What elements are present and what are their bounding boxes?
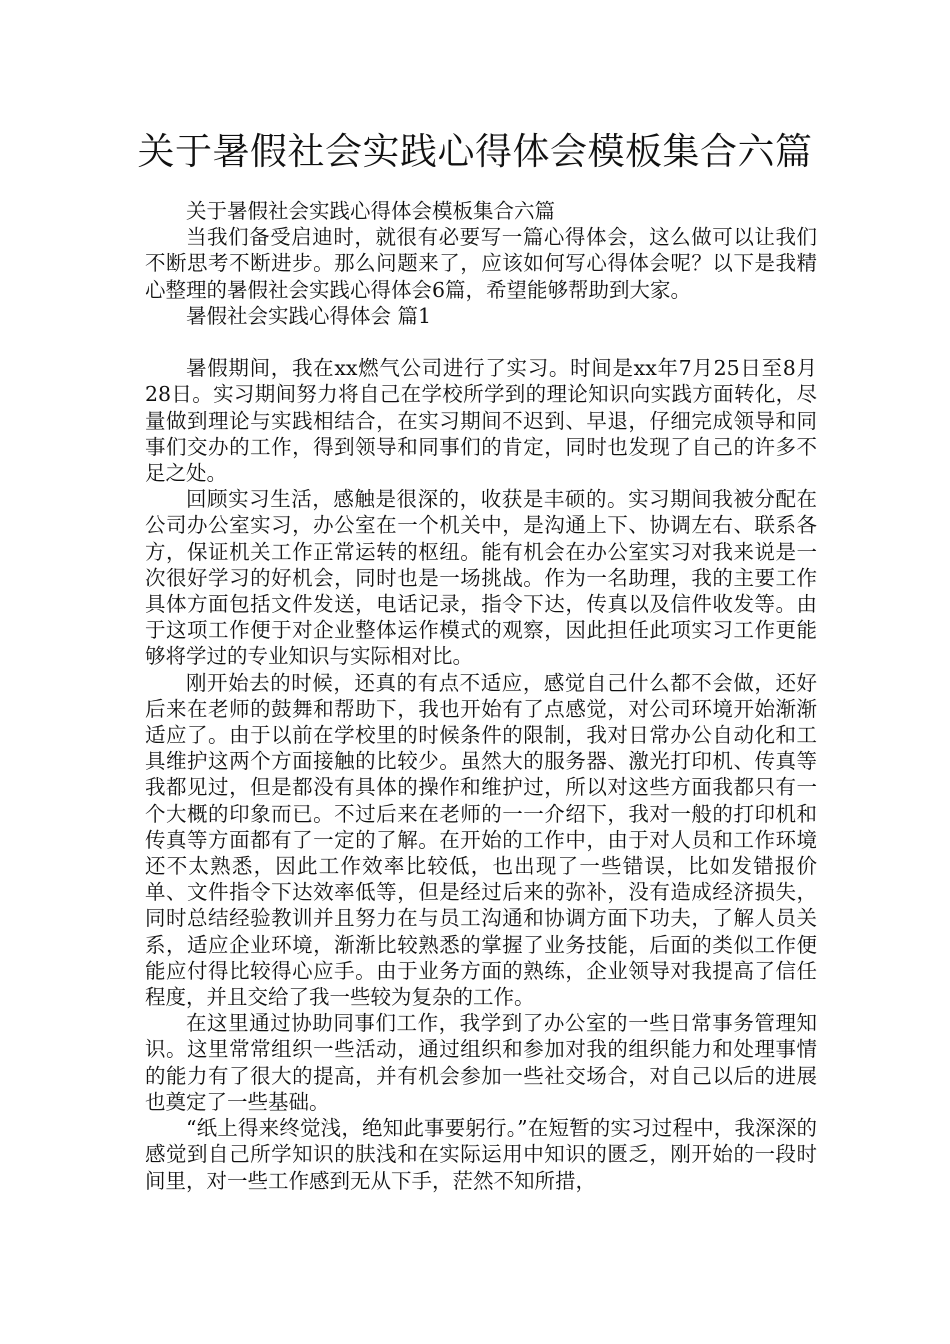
blank-line [145,329,817,355]
body-paragraph: 在这里通过协助同事们工作，我学到了办公室的一些日常事务管理知识。这里常常组织一些活动，通过组织和参加对我的组织能力和处理事情的能力有了很大的提高，并有机会参加一些社交场合，对自己以后的进展也奠定了一些基础。 [145,1011,817,1114]
body-paragraph: 暑假期间，我在xx燃气公司进行了实习。时间是xx年7月25日至8月28日。实习期间努力将自己在学校所学到的理论知识向实践方面转化，尽量做到理论与实践相结合，在实习期间不迟到、早退，仔细完成领导和同事们交办的工作，得到领导和同事们的肯定，同时也发现了自己的许多不足之处。 [145,356,817,486]
document-body [145,198,817,1194]
body-paragraph: 刚开始去的时候，还真的有点不适应，感觉自己什么都不会做，还好后来在老师的鼓舞和帮助下，我也开始有了点感觉，对公司环境开始渐渐适应了。由于以前在学校里的时候条件的限制，我对日常办公自动化和工具维护这两个方面接触的比较少。虽然大的服务器、激光打印机、传真等我都见过，但是都没有具体的操作和维护过，所以对这些方面我都只有一个大概的印象而已。不过后来在老师的一一介绍下，我对一般的打印机和传真等方面都有了一定的了解。在开始的工作中，由于对人员和工作环境还不太熟悉，因此工作效率比较低，也出现了一些错误，比如发错报价单、文件指令下达效率低等，但是经过后来的弥补，没有造成经济损失，同时总结经验教训并且努力在与员工沟通和协调方面下功夫，了解人员关系，适应企业环境，渐渐比较熟悉的掌握了业务技能，后面的类似工作便能应付得比较得心应手。由于业务方面的熟练，企业领导对我提高了信任程度，并且交给了我一些较为复杂的工作。 [145,670,817,1010]
intro-paragraph: 当我们备受启迪时，就很有必要写一篇心得体会，这么做可以让我们不断思考不断进步。那么问题来了，应该如何写心得体会呢？以下是我精心整理的暑假社会实践心得体会6篇，希望能够帮助到大家。 [145,225,817,302]
body-paragraph: 回顾实习生活，感触是很深的，收获是丰硕的。实习期间我被分配在公司办公室实习，办公室在一个机关中，是沟通上下、协调左右、联系各方，保证机关工作正常运转的枢纽。能有机会在办公室实习对我来说是一次很好学习的好机会，同时也是一场挑战。作为一名助理，我的主要工作具体方面包括文件发送，电话记录，指令下达，传真以及信件收发等。由于这项工作便于对企业整体运作模式的观察，因此担任此项实习工作更能够将学过的专业知识与实际相对比。 [145,487,817,669]
document-title: 关于暑假社会实践心得体会模板集合六篇 [137,130,813,173]
section-heading: 暑假社会实践心得体会 篇1 [186,303,432,328]
subtitle-paragraph: 关于暑假社会实践心得体会模板集合六篇 [186,199,555,223]
body-paragraph: “纸上得来终觉浅，绝知此事要躬行。”在短暂的实习过程中，我深深的感觉到自己所学知识的肤浅和在实际运用中知识的匮乏，刚开始的一段时间里，对一些工作感到无从下手，茫然不知所措， [145,1116,817,1193]
